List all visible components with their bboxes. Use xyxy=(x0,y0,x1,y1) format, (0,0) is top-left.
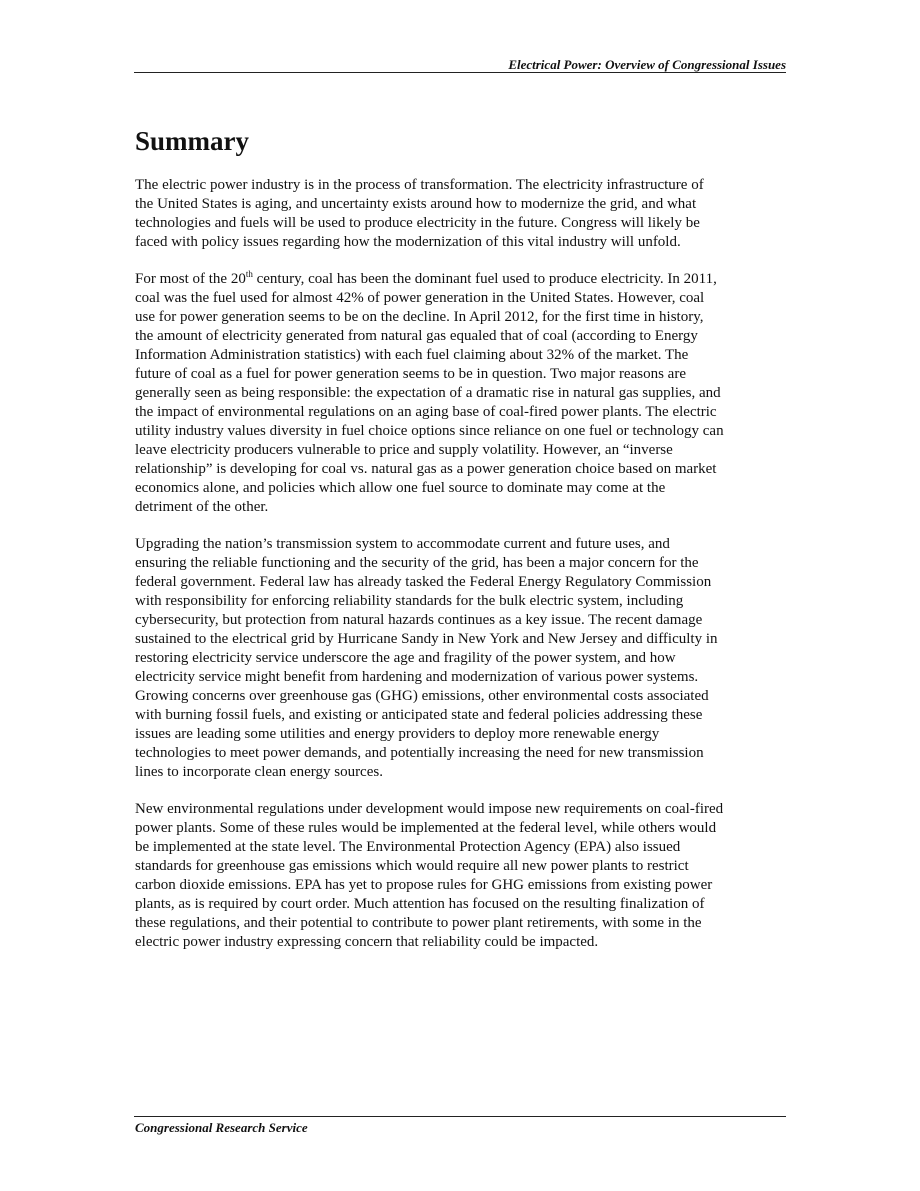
text-line: faced with policy issues regarding how the modernization of this vital industry will unfold. xyxy=(135,234,681,250)
text-fragment: century, coal has been the dominant fuel used to produce electricity. In 2011, xyxy=(256,271,717,287)
paragraph-1 xyxy=(135,176,787,252)
text-line: be implemented at the state level. The Environmental Protection Agency (EPA) also issued xyxy=(135,839,681,855)
text-line: use for power generation seems to be on the decline. In April 2012, for the first time in history, xyxy=(135,309,704,325)
text-line: power plants. Some of these rules would be implemented at the federal level, while others would xyxy=(135,820,717,836)
header-divider xyxy=(134,72,786,73)
text-line: with burning fossil fuels, and existing or anticipated state and federal policies addressing these xyxy=(135,707,703,723)
text-line: New environmental regulations under development would impose new requirements on coal-fired xyxy=(135,801,724,817)
text-line: detriment of the other. xyxy=(135,499,269,515)
text-line: utility industry values diversity in fuel choice options since reliance on one fuel or technology can xyxy=(135,423,724,439)
text-line: sustained to the electrical grid by Hurricane Sandy in New York and New Jersey and difficulty in xyxy=(135,631,718,647)
text-line: Information Administration statistics) with each fuel claiming about 32% of the market. The xyxy=(135,347,689,363)
text-line xyxy=(135,270,787,289)
superscript: th xyxy=(245,269,253,279)
text-line: economics alone, and policies which allow one fuel source to dominate may come at the xyxy=(135,480,666,496)
paragraph-4 xyxy=(135,800,787,952)
text-line: standards for greenhouse gas emissions which would require all new power plants to restrict xyxy=(135,858,689,874)
text-line: technologies to meet power demands, and potentially increasing the need for new transmission xyxy=(135,745,704,761)
text-line: relationship” is developing for coal vs. natural gas as a power generation choice based on market xyxy=(135,461,717,477)
text-line: technologies and fuels will be used to produce electricity in the future. Congress will likely be xyxy=(135,215,700,231)
text-line: cybersecurity, but protection from natural hazards continues as a key issue. The recent damage xyxy=(135,612,703,628)
text-line: restoring electricity service underscore the age and fragility of the power system, and how xyxy=(135,650,676,666)
text-line: coal was the fuel used for almost 42% of power generation in the United States. However, coal xyxy=(135,290,705,306)
text-line: The electric power industry is in the process of transformation. The electricity infrastructure of xyxy=(135,177,704,193)
text-line: electric power industry expressing concern that reliability could be impacted. xyxy=(135,934,599,950)
text-line: the United States is aging, and uncertainty exists around how to modernize the grid, and what xyxy=(135,196,697,212)
text-line: electricity service might benefit from hardening and modernization of various power systems. xyxy=(135,669,699,685)
page-title: Summary xyxy=(135,126,249,156)
summary-body xyxy=(135,176,787,970)
running-header: Electrical Power: Overview of Congressional Issues xyxy=(508,57,786,72)
text-line: the amount of electricity generated from natural gas equaled that of coal (according to Energy xyxy=(135,328,698,344)
text-line: leave electricity producers vulnerable to price and supply volatility. However, an “inverse xyxy=(135,442,673,458)
text-line: carbon dioxide emissions. EPA has yet to propose rules for GHG emissions from existing power xyxy=(135,877,713,893)
paragraph-2 xyxy=(135,270,787,517)
paragraph-3 xyxy=(135,535,787,782)
text-fragment: For most of the 20 xyxy=(135,271,246,287)
text-line: with responsibility for enforcing reliability standards for the bulk electric system, including xyxy=(135,593,684,609)
footer-divider xyxy=(134,1116,786,1117)
text-line: these regulations, and their potential to contribute to power plant retirements, with some in the xyxy=(135,915,702,931)
text-line: the impact of environmental regulations on an aging base of coal-fired power plants. The electric xyxy=(135,404,717,420)
text-line: plants, as is required by court order. Much attention has focused on the resulting finalization of xyxy=(135,896,705,912)
text-line: Growing concerns over greenhouse gas (GHG) emissions, other environmental costs associated xyxy=(135,688,709,704)
text-line: issues are leading some utilities and energy providers to deploy more renewable energy xyxy=(135,726,660,742)
running-footer: Congressional Research Service xyxy=(135,1120,308,1135)
text-line: generally seen as being responsible: the expectation of a dramatic rise in natural gas supplies, and xyxy=(135,385,721,401)
text-line: federal government. Federal law has already tasked the Federal Energy Regulatory Commission xyxy=(135,574,712,590)
text-line: ensuring the reliable functioning and the security of the grid, has been a major concern for the xyxy=(135,555,699,571)
text-line: Upgrading the nation’s transmission system to accommodate current and future uses, and xyxy=(135,536,670,552)
text-line: future of coal as a fuel for power generation seems to be in question. Two major reasons are xyxy=(135,366,686,382)
text-line: lines to incorporate clean energy sources. xyxy=(135,764,383,780)
